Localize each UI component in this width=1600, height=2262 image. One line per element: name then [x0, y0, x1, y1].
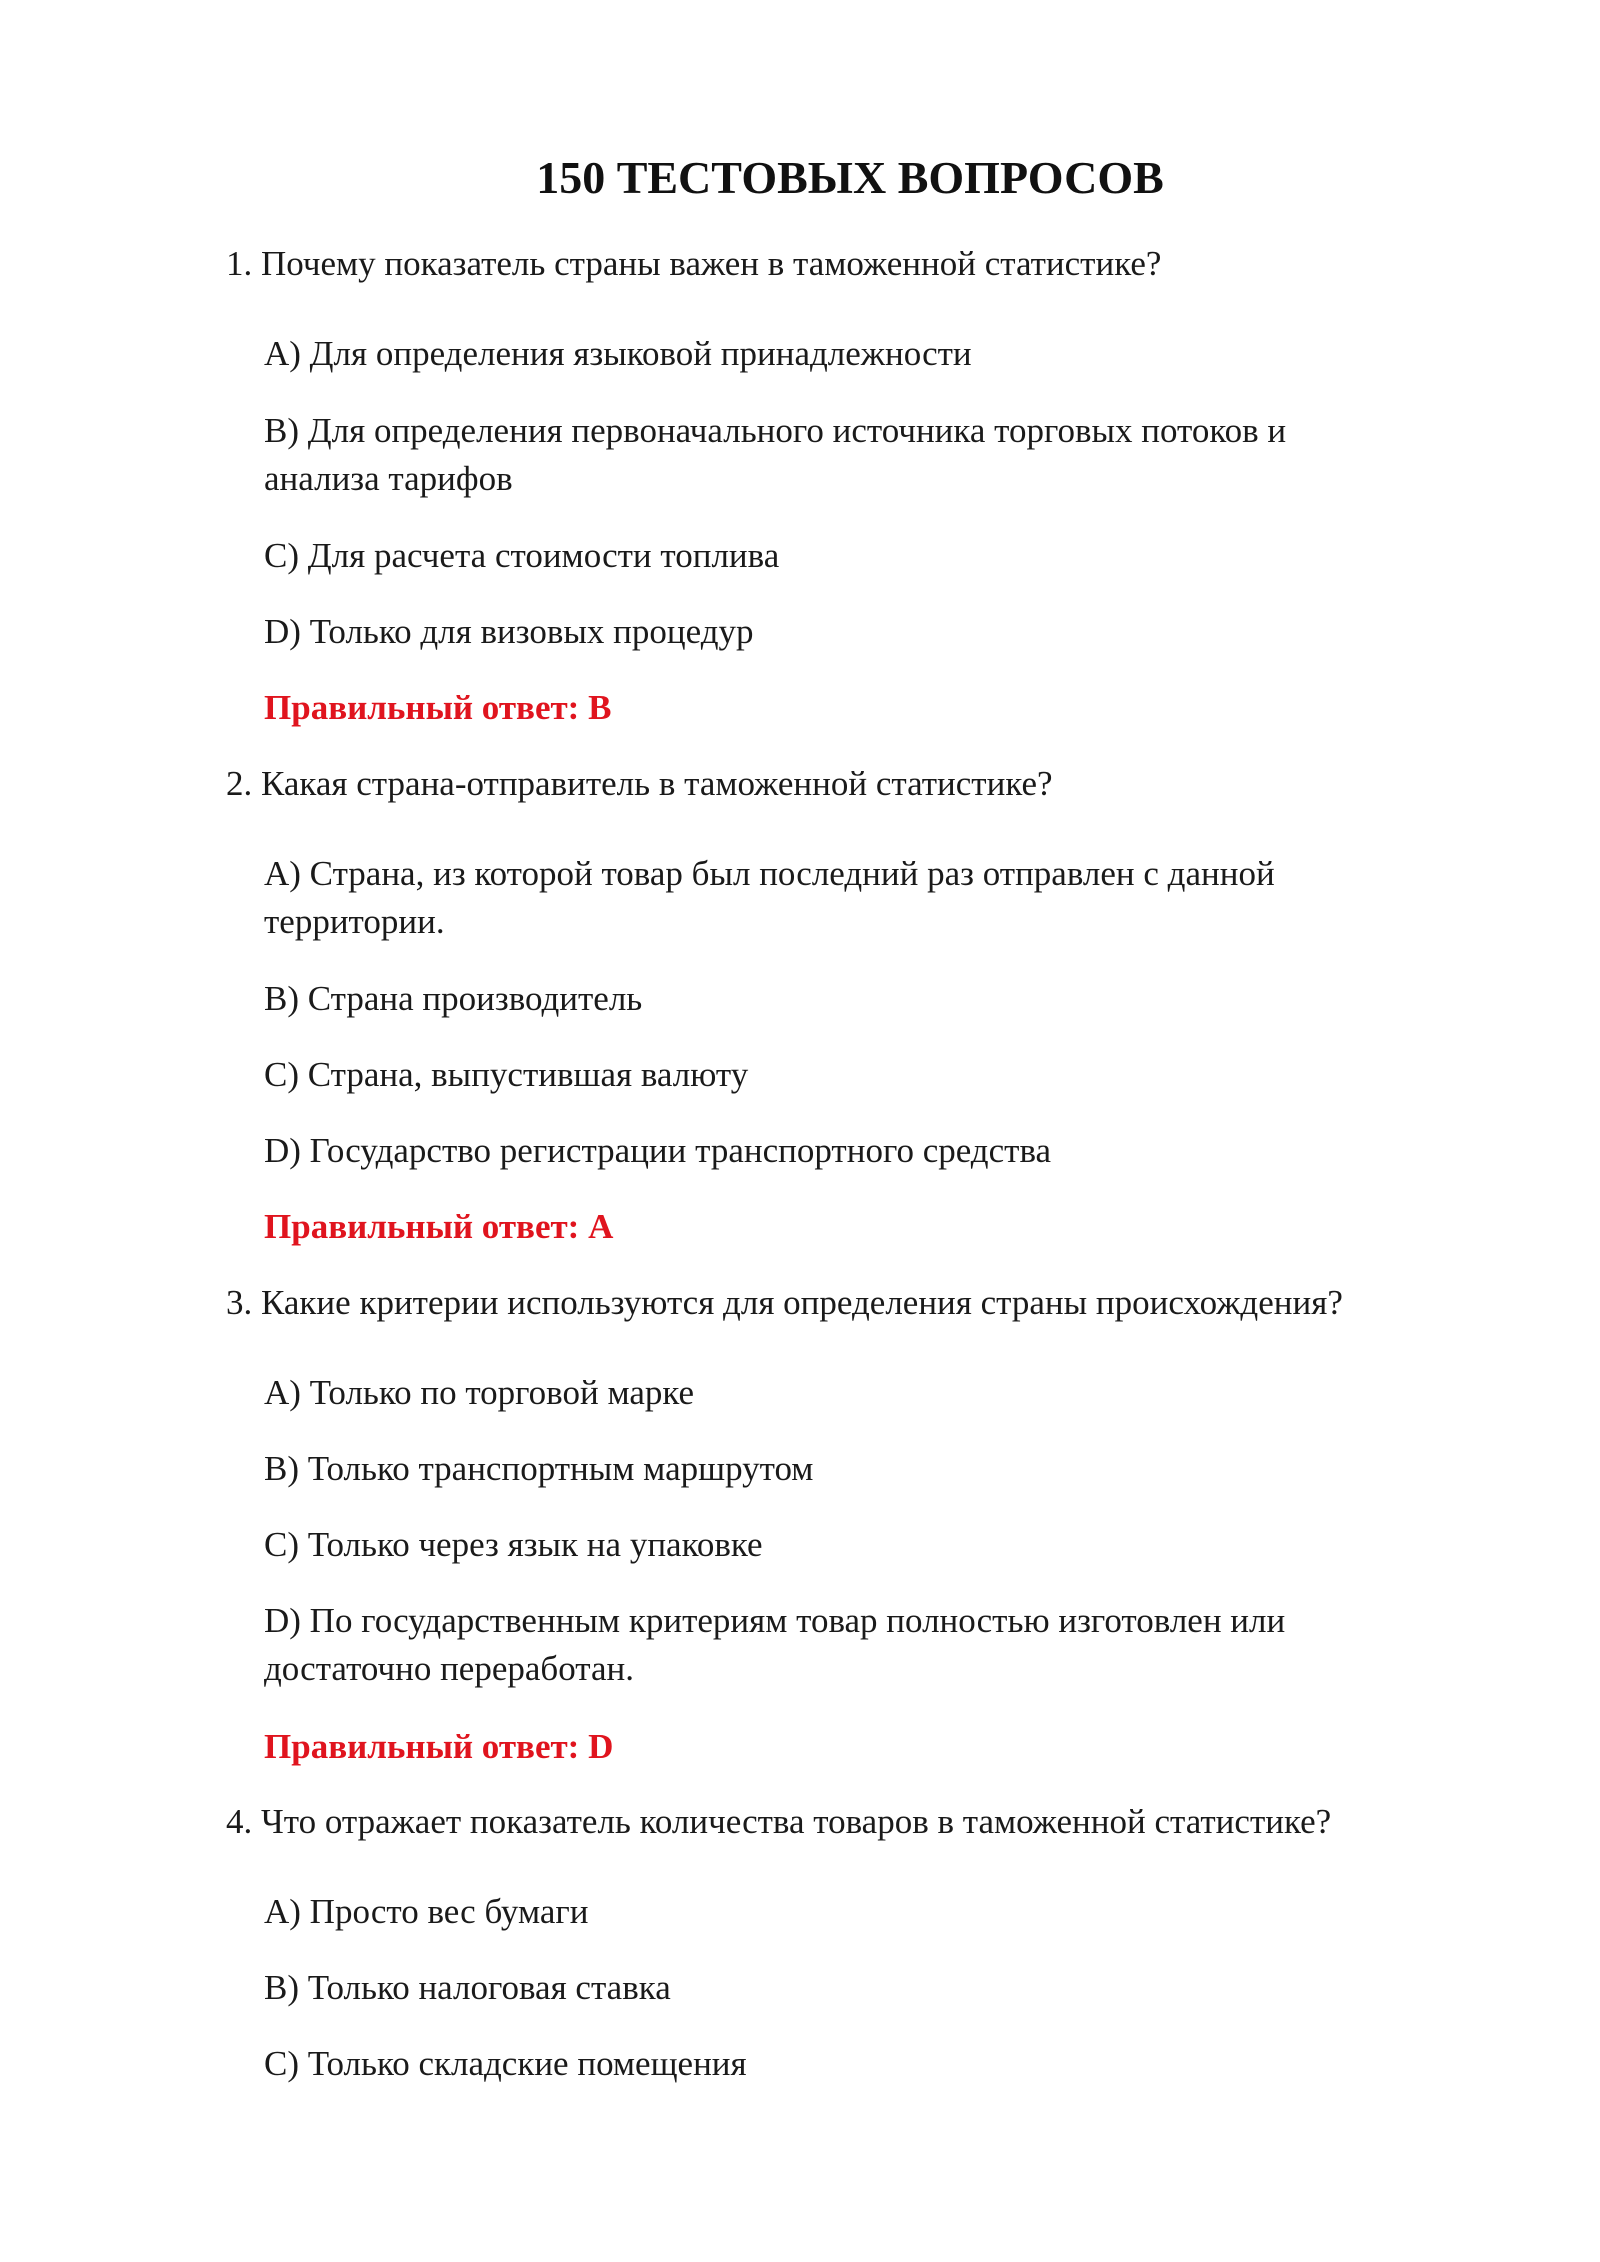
option-b: B) Страна производитель: [264, 979, 643, 1018]
option-a: A) Страна, из которой товар был последний раз отправлен с данной территории.: [264, 854, 1275, 941]
option-b: B) Только налоговая ставка: [264, 1968, 671, 2007]
option-d: D) Только для визовых процедур: [264, 612, 754, 651]
document-title: 150 ТЕСТОВЫХ ВОПРОСОВ: [536, 152, 1164, 203]
correct-answer: Правильный ответ: B: [264, 688, 612, 727]
question-number: 1.: [226, 244, 253, 283]
option-a: A) Для определения языковой принадлежности: [264, 334, 972, 373]
option-c: C) Для расчета стоимости топлива: [264, 536, 780, 575]
question-1: [226, 239, 1476, 289]
option-c: C) Только складские помещения: [264, 2044, 747, 2083]
question-text: Почему показатель страны важен в таможенной статистике?: [261, 244, 1162, 283]
question-number: 4.: [226, 1802, 253, 1841]
question-3: [226, 1278, 1476, 1328]
option-c: C) Страна, выпустившая валюту: [264, 1055, 749, 1094]
option-a: A) Только по торговой марке: [264, 1373, 695, 1412]
option-d: D) По государственным критериям товар полностью изготовлен или достаточно переработан.: [264, 1601, 1286, 1688]
option-a: A) Просто вес бумаги: [264, 1892, 589, 1931]
correct-answer: Правильный ответ: A: [264, 1207, 614, 1246]
question-2: [226, 759, 1476, 809]
question-4: [226, 1797, 1476, 1847]
option-c: C) Только через язык на упаковке: [264, 1525, 763, 1564]
question-text: Что отражает показатель количества товаров в таможенной статистике?: [261, 1802, 1332, 1841]
option-b: B) Для определения первоначального источника торговых потоков и анализа тарифов: [264, 411, 1287, 498]
correct-answer: Правильный ответ: D: [264, 1727, 614, 1766]
option-d: D) Государство регистрации транспортного средства: [264, 1131, 1052, 1170]
question-number: 3.: [226, 1283, 253, 1322]
question-text: Какая страна-отправитель в таможенной статистике?: [261, 764, 1053, 803]
question-number: 2.: [226, 764, 253, 803]
question-text: Какие критерии используются для определения страны происхождения?: [261, 1283, 1343, 1322]
option-b: B) Только транспортным маршрутом: [264, 1449, 814, 1488]
